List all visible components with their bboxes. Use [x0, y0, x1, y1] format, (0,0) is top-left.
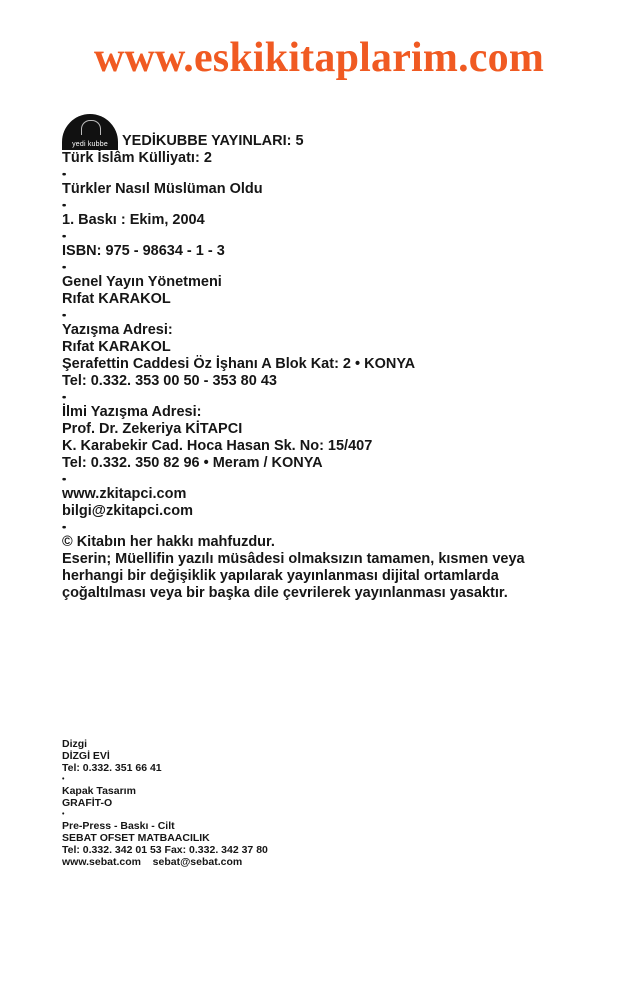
cover-label: Kapak Tasarım: [62, 785, 136, 797]
scholarly-contact-name: Prof. Dr. Zekeriya KİTAPCI: [62, 421, 243, 437]
separator: ••: [62, 231, 65, 241]
dome-icon: [81, 120, 101, 135]
contact-label: Yazışma Adresi:: [62, 322, 173, 338]
copyright-line: © Kitabın her hakkı mahfuzdur.: [62, 534, 275, 550]
typesetting-phone: Tel: 0.332. 351 66 41: [62, 762, 162, 774]
scholarly-contact-address: K. Karabekir Cad. Hoca Hasan Sk. No: 15/407: [62, 438, 373, 454]
separator: ••: [62, 392, 65, 402]
small-separator: •: [62, 776, 63, 783]
series-line: YEDİKUBBE YAYINLARI: 5: [122, 133, 304, 149]
typesetting-label: Dizgi: [62, 738, 88, 750]
isbn-line: ISBN: 975 - 98634 - 1 - 3: [62, 243, 225, 259]
print-web-email: www.sebat.com sebat@sebat.com: [62, 856, 243, 868]
separator: ••: [62, 262, 65, 272]
colophon-main: [62, 114, 582, 602]
collection-line: Türk İslâm Külliyatı: 2: [62, 150, 212, 166]
separator: ••: [62, 310, 65, 320]
publisher-row: [62, 114, 582, 150]
publisher-logo: [62, 114, 118, 150]
production-credits: [62, 738, 268, 868]
separator: ••: [62, 169, 65, 179]
separator: ••: [62, 200, 65, 210]
contact-phone: Tel: 0.332. 353 00 50 - 353 80 43: [62, 373, 277, 389]
print-name: SEBAT OFSET MATBAACILIK: [62, 832, 210, 844]
contact-name: Rıfat KARAKOL: [62, 339, 171, 355]
website-line: www.zkitapci.com: [62, 486, 187, 502]
edition-line: 1. Baskı : Ekim, 2004: [62, 212, 205, 228]
separator: ••: [62, 474, 65, 484]
email-line: bilgi@zkitapci.com: [62, 503, 193, 519]
cover-name: GRAFİT-O: [62, 797, 113, 809]
scholarly-contact-label: İlmi Yazışma Adresi:: [62, 404, 202, 420]
scholarly-contact-phone: Tel: 0.332. 350 82 96 • Meram / KONYA: [62, 455, 323, 471]
director-name: Rıfat KARAKOL: [62, 291, 171, 307]
director-label: Genel Yayın Yönetmeni: [62, 274, 222, 290]
typesetting-name: DİZGİ EVİ: [62, 750, 110, 762]
separator: ••: [62, 522, 65, 532]
rights-paragraph: Eserin; Müellifin yazılı müsâdesi olmaksızın tamamen, kısmen veya herhangi bir değişiklik yapılarak yayınlanması dijital ortamlarda çoğaltılması veya bir başka dile çevrilerek yayınlanması yasaktır.: [62, 551, 525, 601]
logo-text: yedi kubbe: [72, 141, 108, 148]
print-phone: Tel: 0.332. 342 01 53 Fax: 0.332. 342 37 80: [62, 844, 268, 856]
small-separator: •: [62, 811, 63, 818]
site-watermark-banner: www.eskikitaplarim.com: [93, 35, 545, 81]
book-title: Türkler Nasıl Müslüman Oldu: [62, 181, 263, 197]
contact-address: Şerafettin Caddesi Öz İşhanı A Blok Kat: 2 • KONYA: [62, 356, 416, 372]
print-label: Pre-Press - Baskı - Cilt: [62, 820, 175, 832]
